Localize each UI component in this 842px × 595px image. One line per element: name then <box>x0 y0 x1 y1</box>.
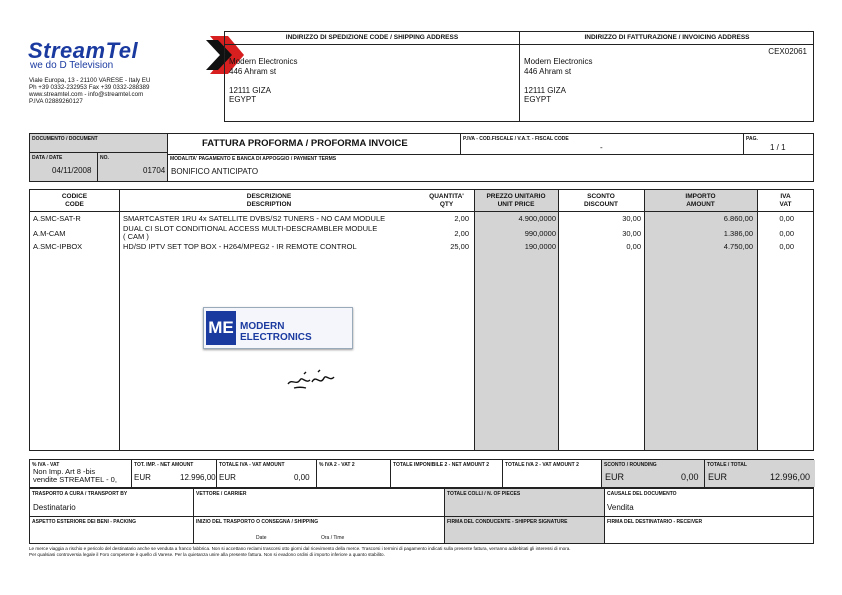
driver-signature-label: FIRMA DEL CONDUCENTE - SHIPPER SIGNATURE <box>447 519 568 525</box>
piva-value: - <box>600 143 603 152</box>
company-address-line: Viale Europa, 13 - 21100 VARESE - Italy EU <box>29 77 151 84</box>
company-address <box>29 77 150 105</box>
packing-label: ASPETTO ESTERIORE DEI BENI - PACKING <box>32 519 136 525</box>
invoicing-address-title: INDIRIZZO DI FATTURAZIONE / INVOICING ADDRESS <box>584 34 750 41</box>
cell-code: A.M-CAM <box>33 229 66 238</box>
header-desc-en: DESCRIPTION <box>246 201 292 208</box>
rounding-value: 0,00 <box>681 472 699 482</box>
document-title: FATTURA PROFORMA / PROFORMA INVOICE <box>202 138 408 149</box>
header-price-it: PREZZO UNITARIO <box>486 193 546 200</box>
header-code-it: CODICE <box>61 193 88 200</box>
header-amount-en: AMOUNT <box>686 201 715 208</box>
table-row <box>30 214 815 224</box>
pieces-label: TOTALE COLLI / N. OF PIECES <box>447 491 521 497</box>
shipping-line: Modern Electronics <box>229 57 298 66</box>
number-label: NO. <box>100 155 109 161</box>
cell-qty: 2,00 <box>454 214 469 223</box>
cell-vat: 0,00 <box>779 242 794 251</box>
payment-label: MODALITA' PAGAMENTO E BANCA DI APPOGGIO / PAYMENT TERMS <box>170 156 337 162</box>
cell-qty: 25,00 <box>450 242 469 251</box>
header-vat <box>757 193 814 209</box>
invoicing-line: 12111 GIZA <box>524 85 566 95</box>
cell-code: A.SMC-IPBOX <box>33 242 83 251</box>
cell-unit-price: 190,0000 <box>524 242 556 251</box>
cell-amount: 1.386,00 <box>723 229 753 238</box>
invoicing-line <box>524 76 592 86</box>
shipping-line: 12111 GIZA <box>229 85 271 95</box>
company-address-line: P.IVA 02889260127 <box>29 98 83 105</box>
transport-by-label: TRASPORTO A CURA / TRANSPORT BY <box>32 491 128 497</box>
table-row <box>30 224 815 242</box>
rounding-label: SCONTO / ROUNDING <box>604 462 657 468</box>
cell-description: SMARTCASTER 1RU 4x SATELLITE DVBS/S2 TUNERS - NO CAM MODULE <box>123 214 386 223</box>
cell-description: HD/SD IPTV SET TOP BOX - H264/MPEG2 - IR REMOTE CONTROL <box>123 242 357 251</box>
stamp-text: MODERN ELECTRONICS <box>240 321 312 343</box>
total-label: TOTALE / TOTAL <box>707 462 747 468</box>
net-currency: EUR <box>134 473 151 482</box>
number-value: 01704 <box>143 166 166 175</box>
header-amount <box>644 193 757 209</box>
cell-discount: 0,00 <box>626 242 641 251</box>
shipping-start-label: INIZIO DEL TRASPORTO O CONSEGNA / SHIPPING <box>196 519 319 525</box>
vat-percent-value <box>33 468 117 484</box>
cell-description-cont: ( CAM ) <box>123 232 149 241</box>
header-qty-en: QTY <box>439 201 454 208</box>
shipping-line: 446 Ahram st <box>229 66 277 76</box>
company-stamp <box>203 307 353 349</box>
shipping-address-title: INDIRIZZO DI SPEDIZIONE CODE / SHIPPING ADDRESS <box>285 34 459 41</box>
cell-amount: 4.750,00 <box>723 242 753 251</box>
cell-unit-price: 4.900,0000 <box>518 214 556 223</box>
stamp-logo <box>206 311 236 345</box>
stamp-initials: ME <box>208 318 234 337</box>
header-discount <box>558 193 644 209</box>
date-value: 04/11/2008 <box>52 166 92 175</box>
shipping-time-label: Ora / Time <box>321 535 345 541</box>
piva-label: P.IVA - COD.FISCALE / V.A.T. - FISCAL CODE <box>463 136 569 142</box>
vatamt2-label: TOTALE IVA 2 - VAT AMOUNT 2 <box>505 462 579 468</box>
vat-currency: EUR <box>219 473 236 482</box>
shipping-date-label: Date <box>256 535 267 541</box>
header-price-en: UNIT PRICE <box>497 201 535 208</box>
footer-line: Per qualsiasi controversia legale il Foro competente è quello di Varese. Per la quietanza unire alla presente fattura. Non si evadono ordini di importo inferiore a quanto stabilito. <box>29 551 385 557</box>
shipping-line: EGYPT <box>229 95 257 104</box>
invoicing-line: EGYPT <box>524 95 552 104</box>
reason-value: Vendita <box>607 503 634 512</box>
cell-discount: 30,00 <box>622 214 641 223</box>
header-desc-it: DESCRIZIONE <box>246 193 292 200</box>
customer-code: CEX02061 <box>768 47 807 56</box>
address-block <box>224 31 814 122</box>
invoicing-line: Modern Electronics <box>524 57 593 66</box>
transport-by-value: Destinatario <box>33 503 76 512</box>
items-table <box>29 189 814 451</box>
vat2-label: % IVA 2 - VAT 2 <box>319 462 355 468</box>
cell-amount: 6.860,00 <box>723 214 753 223</box>
cell-qty: 2,00 <box>454 229 469 238</box>
company-address-line: Ph +39 0332-232953 Fax +39 0332-288389 <box>29 84 150 91</box>
cell-vat: 0,00 <box>779 229 794 238</box>
header-vat-en: VAT <box>779 201 792 208</box>
page-value: 1 / 1 <box>770 143 786 152</box>
cell-vat: 0,00 <box>779 214 794 223</box>
transport-block <box>29 488 814 544</box>
header-qty <box>419 193 474 209</box>
receiver-signature-label: FIRMA DEL DESTINATARIO - RECEIVER <box>607 519 703 525</box>
logo-tagline: we do D Television <box>30 60 114 71</box>
header-unit-price <box>474 193 558 209</box>
legal-footer <box>29 546 814 557</box>
header-code-en: CODE <box>65 201 84 208</box>
cell-code: A.SMC-SAT-R <box>33 214 81 223</box>
header-vat-it: IVA <box>780 193 791 200</box>
vat-percent-line: Non Imp. Art 8 -bis <box>33 467 96 476</box>
rounding-currency: EUR <box>605 472 625 482</box>
table-row <box>30 242 815 252</box>
header-amount-it: IMPORTO <box>685 193 716 200</box>
payment-value: BONIFICO ANTICIPATO <box>171 167 259 176</box>
vat-percent-label: % IVA - VAT <box>32 462 60 468</box>
net-amount-value: 12.996,00 <box>180 473 216 482</box>
document-info <box>29 133 814 182</box>
page-label: PAG. <box>746 136 758 142</box>
date-label: DATA / DATE <box>32 155 63 161</box>
invoicing-line: 446 Ahram st <box>524 66 572 76</box>
company-address-line: www.streamtel.com - info@streamtel.com <box>29 91 144 98</box>
net2-label: TOTALE IMPONIBILE 2 - NET AMOUNT 2 <box>393 462 490 468</box>
cell-unit-price: 990,0000 <box>524 229 556 238</box>
header-discount-en: DISCOUNT <box>584 201 618 208</box>
net-amount-label: TOT. IMP. - NET AMOUNT <box>134 462 194 468</box>
vat-amount-value: 0,00 <box>294 473 310 482</box>
header-qty-it: QUANTITA' <box>429 193 464 200</box>
vat-percent-line: vendite STREAMTEL - 0, <box>33 475 117 484</box>
footer-line: Le merce viaggia a rischio e pericolo del destinatario anche se venduta a franco fabbrica. Non si accettano reclami trascorsi otto giorni dal ricevimento della merce. Trascorsi i termini di pagamento indicati sulla presente fattura, verranno addebitati gli interessi di mora. <box>29 546 571 551</box>
signature-icon <box>284 368 340 390</box>
header-discount-it: SCONTO <box>587 193 615 200</box>
shipping-address <box>229 57 297 105</box>
company-logo <box>28 36 228 76</box>
cell-description: DUAL CI SLOT CONDITIONAL ACCESS MULTI-DESCRAMBLER MODULE <box>123 224 378 233</box>
reason-label: CAUSALE DEL DOCUMENTO <box>607 491 677 497</box>
total-value: 12.996,00 <box>770 472 811 482</box>
shipping-line <box>229 76 297 86</box>
cell-discount: 30,00 <box>622 229 641 238</box>
vat-amount-label: TOTALE IVA - VAT AMOUNT <box>219 462 285 468</box>
carrier-label: VETTORE / CARRIER <box>196 491 247 497</box>
invoicing-address <box>524 57 592 105</box>
header-code <box>30 193 119 209</box>
totals-block <box>29 459 814 488</box>
header-description <box>119 193 419 209</box>
logo-text: StreamTel <box>28 38 139 63</box>
total-currency: EUR <box>708 472 728 482</box>
document-label: DOCUMENTO / DOCUMENT <box>32 136 98 142</box>
